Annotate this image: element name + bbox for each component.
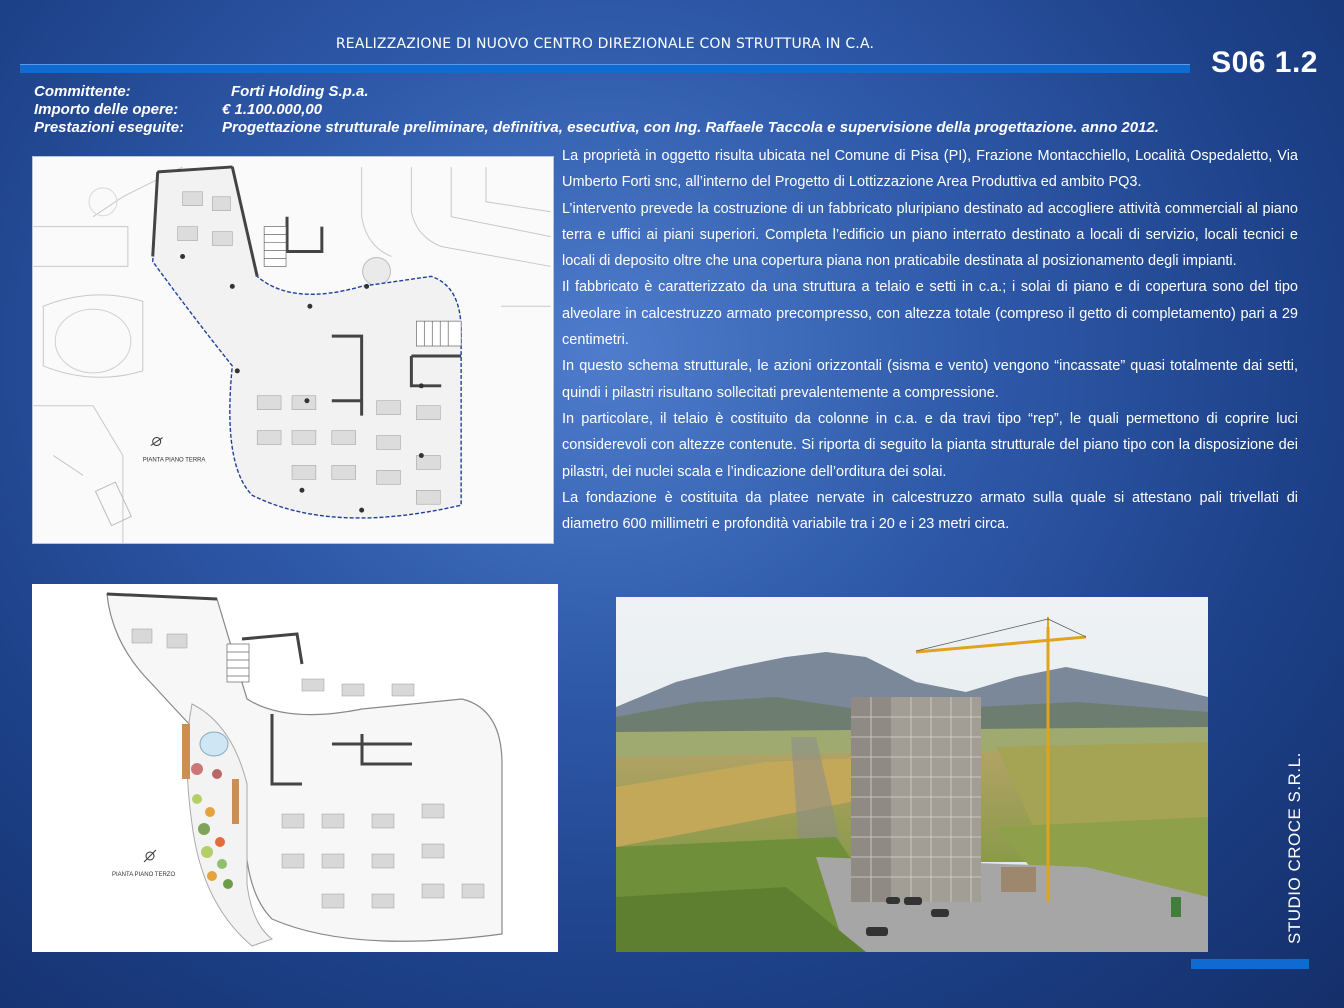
amount-row	[34, 101, 1159, 119]
description-text	[562, 143, 1298, 537]
construction-photo-drawing	[616, 597, 1208, 952]
services-label: Prestazioni eseguite:	[34, 119, 185, 136]
ground-floor-label: PIANTA PIANO TERRA	[142, 457, 206, 464]
project-info	[34, 83, 1159, 137]
sheet-code: S06 1.2	[1211, 46, 1318, 79]
amount-label: Importo delle opere:	[34, 101, 179, 118]
client-row	[34, 83, 1159, 101]
third-floor-plan-image	[32, 584, 558, 952]
page-title: REALIZZAZIONE DI NUOVO CENTRO DIREZIONALE CON STRUTTURA IN C.A.	[335, 36, 875, 52]
services-value: Progettazione strutturale preliminare, definitiva, esecutiva, con Ing. Raffaele Taccola e supervisione della progettazione. anno 2012.	[222, 119, 1159, 136]
company-name: STUDIO CROCE S.R.L.	[1285, 752, 1304, 944]
services-row	[34, 119, 1159, 137]
client-value: Forti Holding S.p.a.	[231, 83, 369, 100]
paragraph-structure: Il fabbricato è caratterizzato da una struttura a telaio e setti in c.a.; i solai di piano e di copertura sono del tipo alveolare in calcestruzzo armato precompresso, con altezza totale (compreso il getto di completamento) pari a 29 centimetri.	[562, 279, 1298, 349]
ground-floor-plan-drawing	[33, 157, 553, 543]
ground-floor-plan-image	[32, 156, 554, 544]
paragraph-intervention: L’intervento prevede la costruzione di un fabbricato pluripiano destinato ad accogliere attività commerciali al piano terra e uffici ai piani superiori. Completa l’edificio un piano interrato destinato a locali di servizio, locali tecnici e locali di deposito oltre che una copertura piana non praticabile destinata al posizionamento degli impianti.	[562, 200, 1298, 270]
third-floor-plan-drawing	[32, 584, 558, 952]
paragraph-frame: In particolare, il telaio è costituito da colonne in c.a. e da travi tipo “rep”, le quali permettono di coprire luci considerevoli con altezze contenute. Si riporta di seguito la pianta strutturale del piano tipo con la disposizione dei pilastri, dei nuclei scala e l’indicazione dell’orditura dei solai.	[562, 410, 1298, 480]
paragraph-foundation: La fondazione è costituita da platee nervate in calcestruzzo armato sulla quale si attestano pali trivellati di diametro 600 millimetri e profondità variabile tra i 20 e i 23 metri circa.	[562, 489, 1298, 533]
construction-photo	[616, 597, 1208, 952]
bottom-accent-bar	[1191, 959, 1309, 969]
amount-value: € 1.100.000,00	[222, 101, 323, 118]
third-floor-label: PIANTA PIANO TERZO	[112, 872, 176, 878]
paragraph-horizontal-actions: In questo schema strutturale, le azioni orizzontali (sisma e vento) vengono “incassate” quasi totalmente dai setti, quindi i pilastri risultano sollecitati prevalentemente a compressione.	[562, 358, 1298, 401]
paragraph-location: La proprietà in oggetto risulta ubicata nel Comune di Pisa (PI), Frazione Montacchiello, Località Ospedaletto, Via Umberto Forti snc, all’interno del Progetto di Lottizzazione Area Produttiva ed ambito PQ3.	[562, 148, 1298, 191]
top-accent-bar	[20, 64, 1190, 73]
client-label: Committente:	[34, 83, 131, 100]
